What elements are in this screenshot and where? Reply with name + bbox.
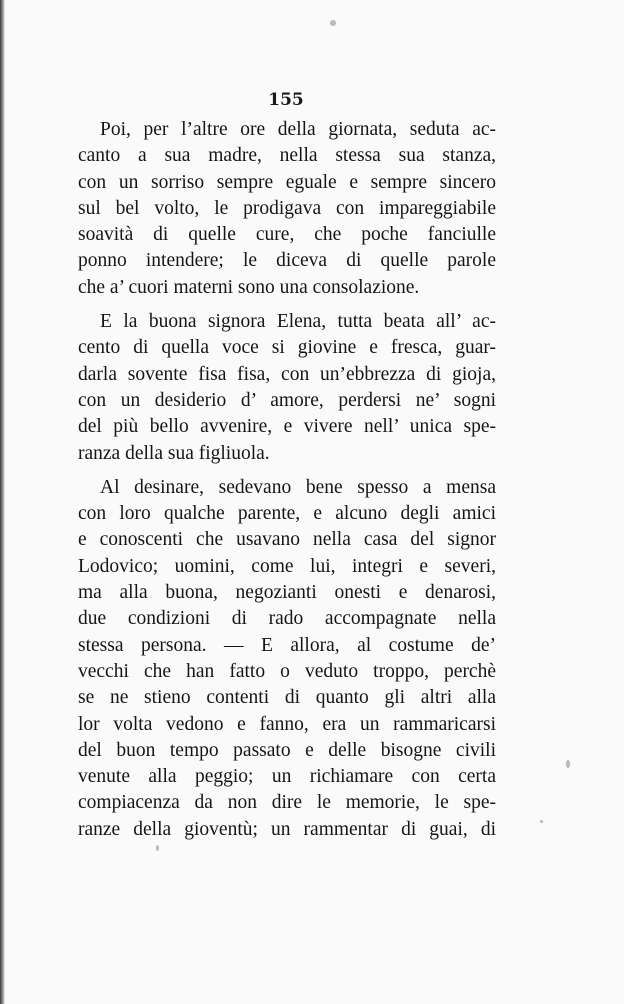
- text-line: con loro qualche parente, e alcuno degli amici: [78, 503, 496, 525]
- text-line: del buon tempo passato e delle bisogne civili: [78, 739, 496, 761]
- body-text: [78, 117, 496, 843]
- text-line: Al desinare, sedevano bene spesso a mensa: [100, 476, 496, 498]
- text-line: canto a sua madre, nella stessa sua stanza,: [78, 145, 496, 167]
- text-line: con un desiderio d’ amore, perdersi ne’ sogni: [78, 389, 496, 411]
- paragraph: [78, 475, 496, 843]
- text-line: E la buona signora Elena, tutta beata all’ ac-: [100, 311, 496, 333]
- paper-speck: [566, 760, 570, 768]
- text-line: sul bel volto, le prodigava con impareggiabile: [78, 197, 496, 219]
- text-line: Lodovico; uomini, come lui, integri e severi,: [78, 555, 496, 577]
- page-binding-edge: [0, 0, 5, 1004]
- text-line: Poi, per l’altre ore della giornata, seduta ac-: [100, 119, 496, 140]
- text-line: compiacenza da non dire le memorie, le spe-: [78, 792, 496, 814]
- text-line: darla sovente fisa fisa, con un’ebbrezza di gioja,: [78, 363, 496, 385]
- text-line: e conoscenti che usavano nella casa del signor: [78, 529, 496, 551]
- paragraph: [78, 309, 496, 467]
- paper-speck: [156, 845, 159, 851]
- text-line: ma alla buona, negozianti onesti e denarosi,: [78, 582, 496, 604]
- paper-speck: [540, 820, 543, 823]
- text-line: che a’ cuori materni sono una consolazione.: [78, 276, 420, 298]
- text-line: cento di quella voce si giovine e fresca, guar-: [78, 337, 496, 359]
- text-line: del più bello avvenire, e vivere nell’ unica spe-: [78, 416, 496, 438]
- text-line: ranza della sua figliuola.: [78, 442, 270, 464]
- text-line: ranze della gioventù; un rammentar di guai, di: [78, 818, 496, 840]
- page-number: 155: [268, 90, 304, 110]
- paragraph: [78, 117, 496, 301]
- text-line: vecchi che han fatto o veduto troppo, perchè: [78, 660, 496, 682]
- text-line: con un sorriso sempre eguale e sempre sincero: [78, 171, 496, 193]
- text-line: venute alla peggio; un richiamare con certa: [78, 766, 496, 788]
- text-line: soavità di quelle cure, che poche fanciulle: [78, 224, 496, 246]
- text-line: stessa persona. — E allora, al costume de’: [78, 634, 496, 656]
- text-line: lor volta vedono e fanno, era un rammaricarsi: [78, 713, 496, 735]
- text-line: ponno intendere; le diceva di quelle parole: [78, 250, 496, 272]
- text-line: se ne stieno contenti di quanto gli altri alla: [78, 687, 496, 709]
- text-line: due condizioni di rado accompagnate nella: [78, 608, 496, 630]
- paper-speck: [330, 20, 336, 26]
